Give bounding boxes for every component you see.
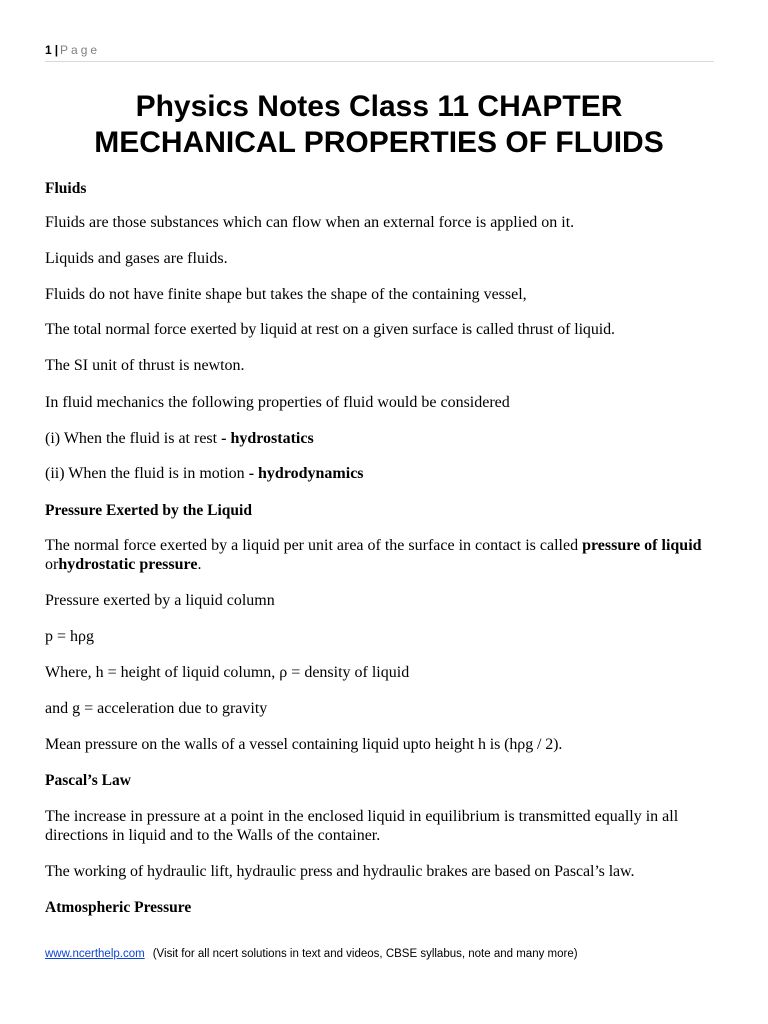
list-item-bold: - hydrostatics <box>221 430 314 447</box>
document-title-line-2: MECHANICAL PROPERTIES OF FLUIDS <box>94 126 664 159</box>
pressure-formula: p = hρg <box>45 628 95 645</box>
page-header <box>45 43 714 62</box>
fluids-paragraph-1: Fluids are those substances which can flow when an external force is applied on it. <box>45 214 575 231</box>
pressure-where: Where, h = height of liquid column, ρ = density of liquid <box>45 664 410 681</box>
fluids-paragraph-5: The SI unit of thrust is newton. <box>45 357 245 374</box>
list-item-bold: - hydrodynamics <box>248 465 364 482</box>
list-item-hydrostatics <box>45 429 725 448</box>
pascal-paragraph-1: The increase in pressure at a point in the enclosed liquid in equilibrium is transmitted equally in all directions in liquid and to the Walls of the container. <box>45 808 679 844</box>
pressure-paragraph-2: Pressure exerted by a liquid column <box>45 592 275 609</box>
pressure-term-1: pressure of liquid <box>582 537 702 554</box>
pressure-paragraph-1 <box>45 536 717 574</box>
pressure-gravity: and g = acceleration due to gravity <box>45 700 268 717</box>
pressure-text-e: . <box>197 556 202 573</box>
footer-link[interactable]: www.ncerthelp.com <box>45 948 145 960</box>
list-item-text: (i) When the fluid is at rest <box>45 430 222 447</box>
heading-pressure: Pressure Exerted by the Liquid <box>45 502 252 519</box>
pressure-mean: Mean pressure on the walls of a vessel containing liquid upto height h is (hρg / 2). <box>45 736 563 753</box>
heading-atmospheric: Atmospheric Pressure <box>45 899 192 916</box>
pressure-text-c: or <box>45 556 59 573</box>
list-item-hydrodynamics <box>45 464 725 483</box>
list-item-text: (ii) When the fluid is in motion <box>45 465 249 482</box>
footer-note: (Visit for all ncert solutions in text and videos, CBSE syllabus, note and many more) <box>152 948 578 960</box>
fluids-paragraph-2: Liquids and gases are fluids. <box>45 250 228 267</box>
pascal-paragraph-2: The working of hydraulic lift, hydraulic press and hydraulic brakes are based on Pascal’s law. <box>45 863 635 880</box>
heading-pascal: Pascal’s Law <box>45 772 131 789</box>
page-number: 1 <box>45 43 52 57</box>
fluids-paragraph-4: The total normal force exerted by liquid at rest on a given surface is called thrust of liquid. <box>45 321 615 338</box>
pressure-term-2: hydrostatic pressure <box>58 556 198 573</box>
pressure-text-a: The normal force exerted by a liquid per unit area of the surface in contact is called <box>45 537 583 554</box>
fluids-paragraph-3: Fluids do not have finite shape but takes the shape of the containing vessel, <box>45 286 527 303</box>
heading-fluids: Fluids <box>45 180 87 197</box>
page-label: Page <box>60 43 101 57</box>
document-title-line-1: Physics Notes Class 11 CHAPTER <box>135 90 623 123</box>
fluids-paragraph-6: In fluid mechanics the following properties of fluid would be considered <box>45 394 510 411</box>
page-separator: | <box>54 43 59 57</box>
page-footer <box>45 948 578 960</box>
